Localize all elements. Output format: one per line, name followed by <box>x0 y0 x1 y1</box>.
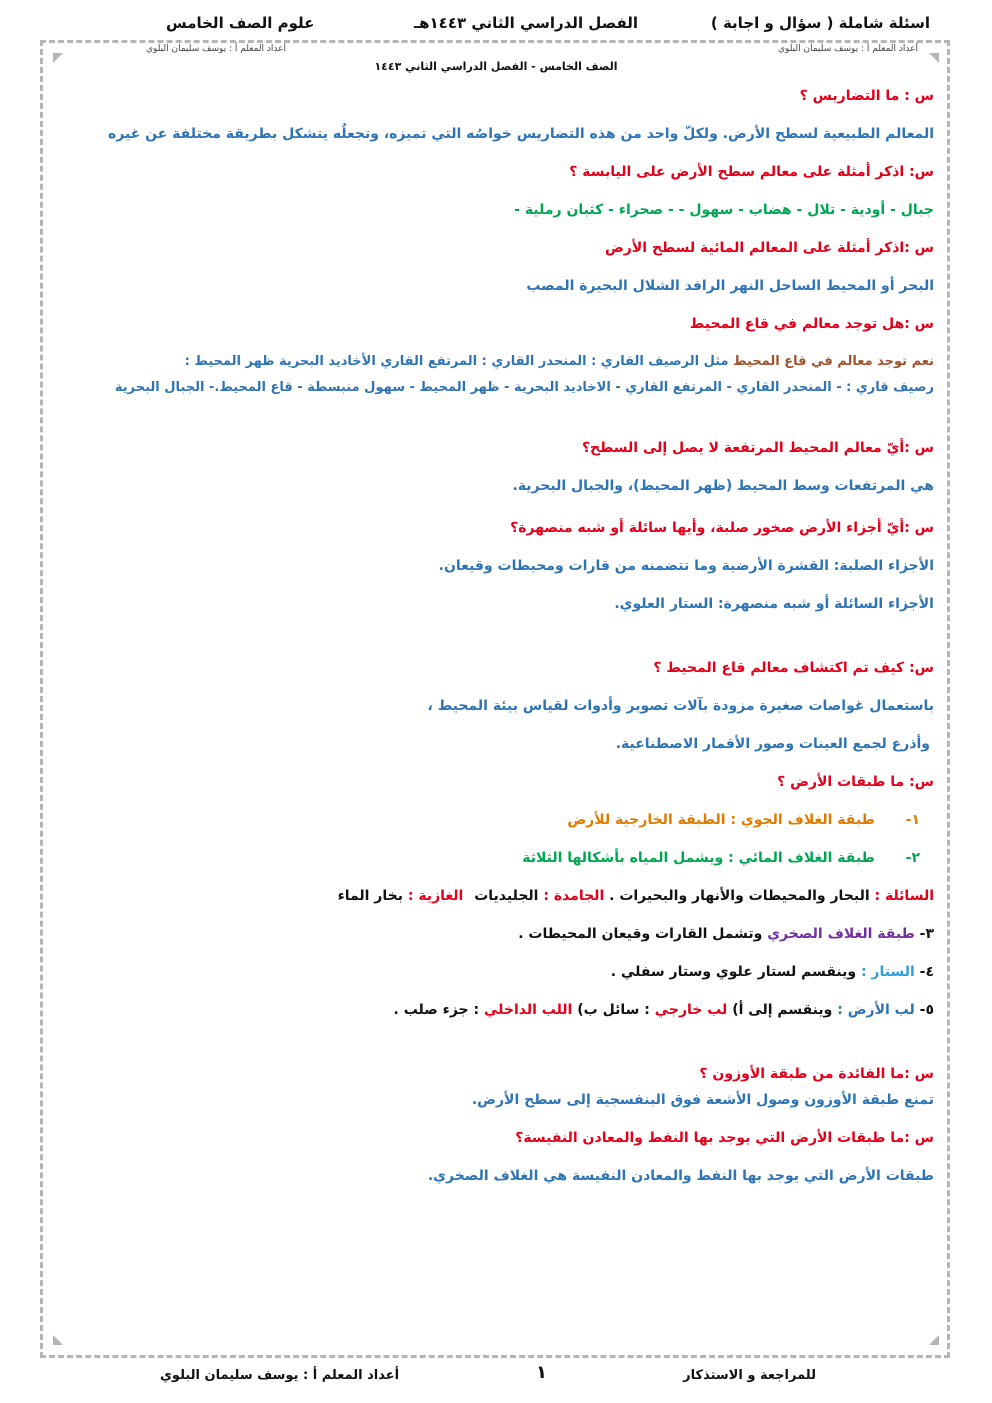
solid-text: الجليديات <box>474 888 539 904</box>
question-9: س :ما الفائدة من طبقة الأوزون ؟ <box>699 1066 934 1082</box>
water-states <box>52 886 934 906</box>
answer-4-intro: نعم توجد معالم في قاع المحيط <box>733 354 934 369</box>
page-subtitle: الصف الخامس - الفصل الدراسي الثاني ١٤٤٣ <box>374 60 618 73</box>
answer-6-solid: الأجزاء الصلبة: القشرة الأرضية وما تتضمنه من قارات ومحيطات وقيعان. <box>438 558 934 574</box>
layer-2-number: ٢- <box>905 850 920 866</box>
layer-1-text: طبقة الغلاف الجوي : الطبقة الخارجية للأرض <box>567 812 875 828</box>
layer-5-text-3: : جزء صلب . <box>393 1002 480 1018</box>
qa-content <box>52 86 934 1204</box>
answer-7-line-1: باستعمال غواصات صغيرة مزودة بآلات تصوير وأدوات لقياس بيئة المحيط ، <box>427 698 934 714</box>
answer-9: تمنع طبقة الأوزون وصول الأشعة فوق البنفسجية إلى سطح الأرض. <box>471 1092 934 1108</box>
layer-item-1 <box>52 810 934 830</box>
layer-5-text-1: وينقسم إلى أ) <box>732 1002 833 1018</box>
question-7: س: كيف تم اكتشاف معالم قاع المحيط ؟ <box>653 660 934 676</box>
layer-1-number: ١- <box>905 812 920 828</box>
question-8: س: ما طبقات الأرض ؟ <box>777 774 934 790</box>
answer-4-line-2: رصيف قاري : - المنحدر القاري - المرتفع القاري - الاخاديد البحرية - ظهر المحيط - سهول منبسطة - قاع المحيط.- الجبال البحرية <box>114 380 934 395</box>
question-5: س :أيّ معالم المحيط المرتفعة لا يصل إلى السطح؟ <box>581 440 934 456</box>
layer-3-label: طبقة الغلاف الصخري <box>767 926 915 942</box>
layer-4-number: ٤- <box>919 964 934 980</box>
answer-5: هي المرتفعات وسط المحيط (ظهر المحيط)، والجبال البحرية. <box>512 478 934 494</box>
inner-core-label: اللب الداخلي <box>483 1002 573 1018</box>
solid-label: الجامدة : <box>543 888 605 904</box>
layer-3-number: ٣- <box>919 926 934 942</box>
layer-5-number: ٥- <box>919 1002 934 1018</box>
layer-3-text: وتشمل القارات وقيعان المحيطات . <box>518 926 763 942</box>
layer-item-5 <box>52 1000 934 1020</box>
page-number: ١ <box>536 1362 547 1383</box>
layer-item-2 <box>52 848 934 868</box>
liquid-text: البحار والمحيطات والأنهار والبحيرات . <box>609 888 870 904</box>
answer-4-line-1 <box>52 352 934 372</box>
answer-6-liquid: الأجزاء السائلة أو شبه منصهرة: الستار العلوي. <box>614 596 934 612</box>
question-1: س : ما التضاريس ؟ <box>799 88 934 104</box>
question-2: س: اذكر أمثلة على معالم سطح الأرض على اليابسة ؟ <box>569 164 934 180</box>
outer-core-label: لب خارجي <box>654 1002 728 1018</box>
answer-2: جبال - أودية - تلال - هضاب - سهول - - صحراء - كثبان رملية - <box>514 202 934 218</box>
footer-review-label: للمراجعة و الاستذكار <box>683 1368 816 1383</box>
answer-10: طبقات الأرض التي يوجد بها النفط والمعادن النفيسة هي الغلاف الصخري. <box>427 1168 934 1184</box>
semester-label: الفصل الدراسي الثاني ١٤٤٣هـ <box>414 14 639 32</box>
layer-2-text: طبقة الغلاف المائي : ويشمل المياه بأشكالها الثلاثة <box>522 850 875 866</box>
corner-ornament-bottom-right <box>929 1335 939 1345</box>
answer-3: البحر أو المحيط الساحل النهر الرافد الشلال البحيرة المصب <box>526 278 934 294</box>
layer-4-label: الستار : <box>860 964 915 980</box>
layer-item-3 <box>52 924 934 944</box>
question-10: س :ما طبقات الأرض التي يوجد بها النفط والمعادن النفيسة؟ <box>515 1130 934 1146</box>
corner-ornament-bottom-left <box>53 1335 63 1345</box>
layer-item-4 <box>52 962 934 982</box>
layer-5-text-2: : سائل ب) <box>577 1002 650 1018</box>
question-3: س :اذكر أمثلة على المعالم المائية لسطح الأرض <box>604 240 934 256</box>
document-title: اسئلة شاملة ( سؤال و اجابة ) <box>710 14 930 32</box>
teacher-name-right: أعداد المعلم أ : يوسف سليمان البلوي <box>778 44 918 54</box>
gas-text: بخار الماء <box>337 888 403 904</box>
layer-5-label: لب الأرض : <box>837 1002 915 1018</box>
footer-teacher-name: أعداد المعلم أ : يوسف سليمان البلوي <box>160 1368 400 1383</box>
answer-7-line-2: وأذرع لجمع العينات وصور الأقمار الاصطناعية. <box>615 736 930 752</box>
answer-1: المعالم الطبيعية لسطح الأرض. ولكلّ واحد من هذه التضاريس خواصُه التي تميزه، وتجعلُه يتشكل بطريقة مختلفة عن غيره <box>108 126 934 142</box>
question-4: س :هل توجد معالم في قاع المحيط <box>689 316 934 332</box>
layer-4-text: وينقسم لستار علوي وستار سفلي . <box>610 964 857 980</box>
teacher-name-left: أعداد المعلم أ : يوسف سليمان البلوي <box>146 44 286 54</box>
subject-label: علوم الصف الخامس <box>166 14 315 32</box>
question-6: س :أيّ أجزاء الأرض صخور صلبة، وأيها سائلة أو شبه منصهرة؟ <box>510 520 934 536</box>
liquid-label: السائلة : <box>874 888 934 904</box>
gas-label: الغازية : <box>407 888 464 904</box>
answer-4-features: مثل الرصيف القاري : المنحدر القاري : المرتفع القاري الأخاديد البحرية ظهر المحيط : <box>184 354 729 369</box>
